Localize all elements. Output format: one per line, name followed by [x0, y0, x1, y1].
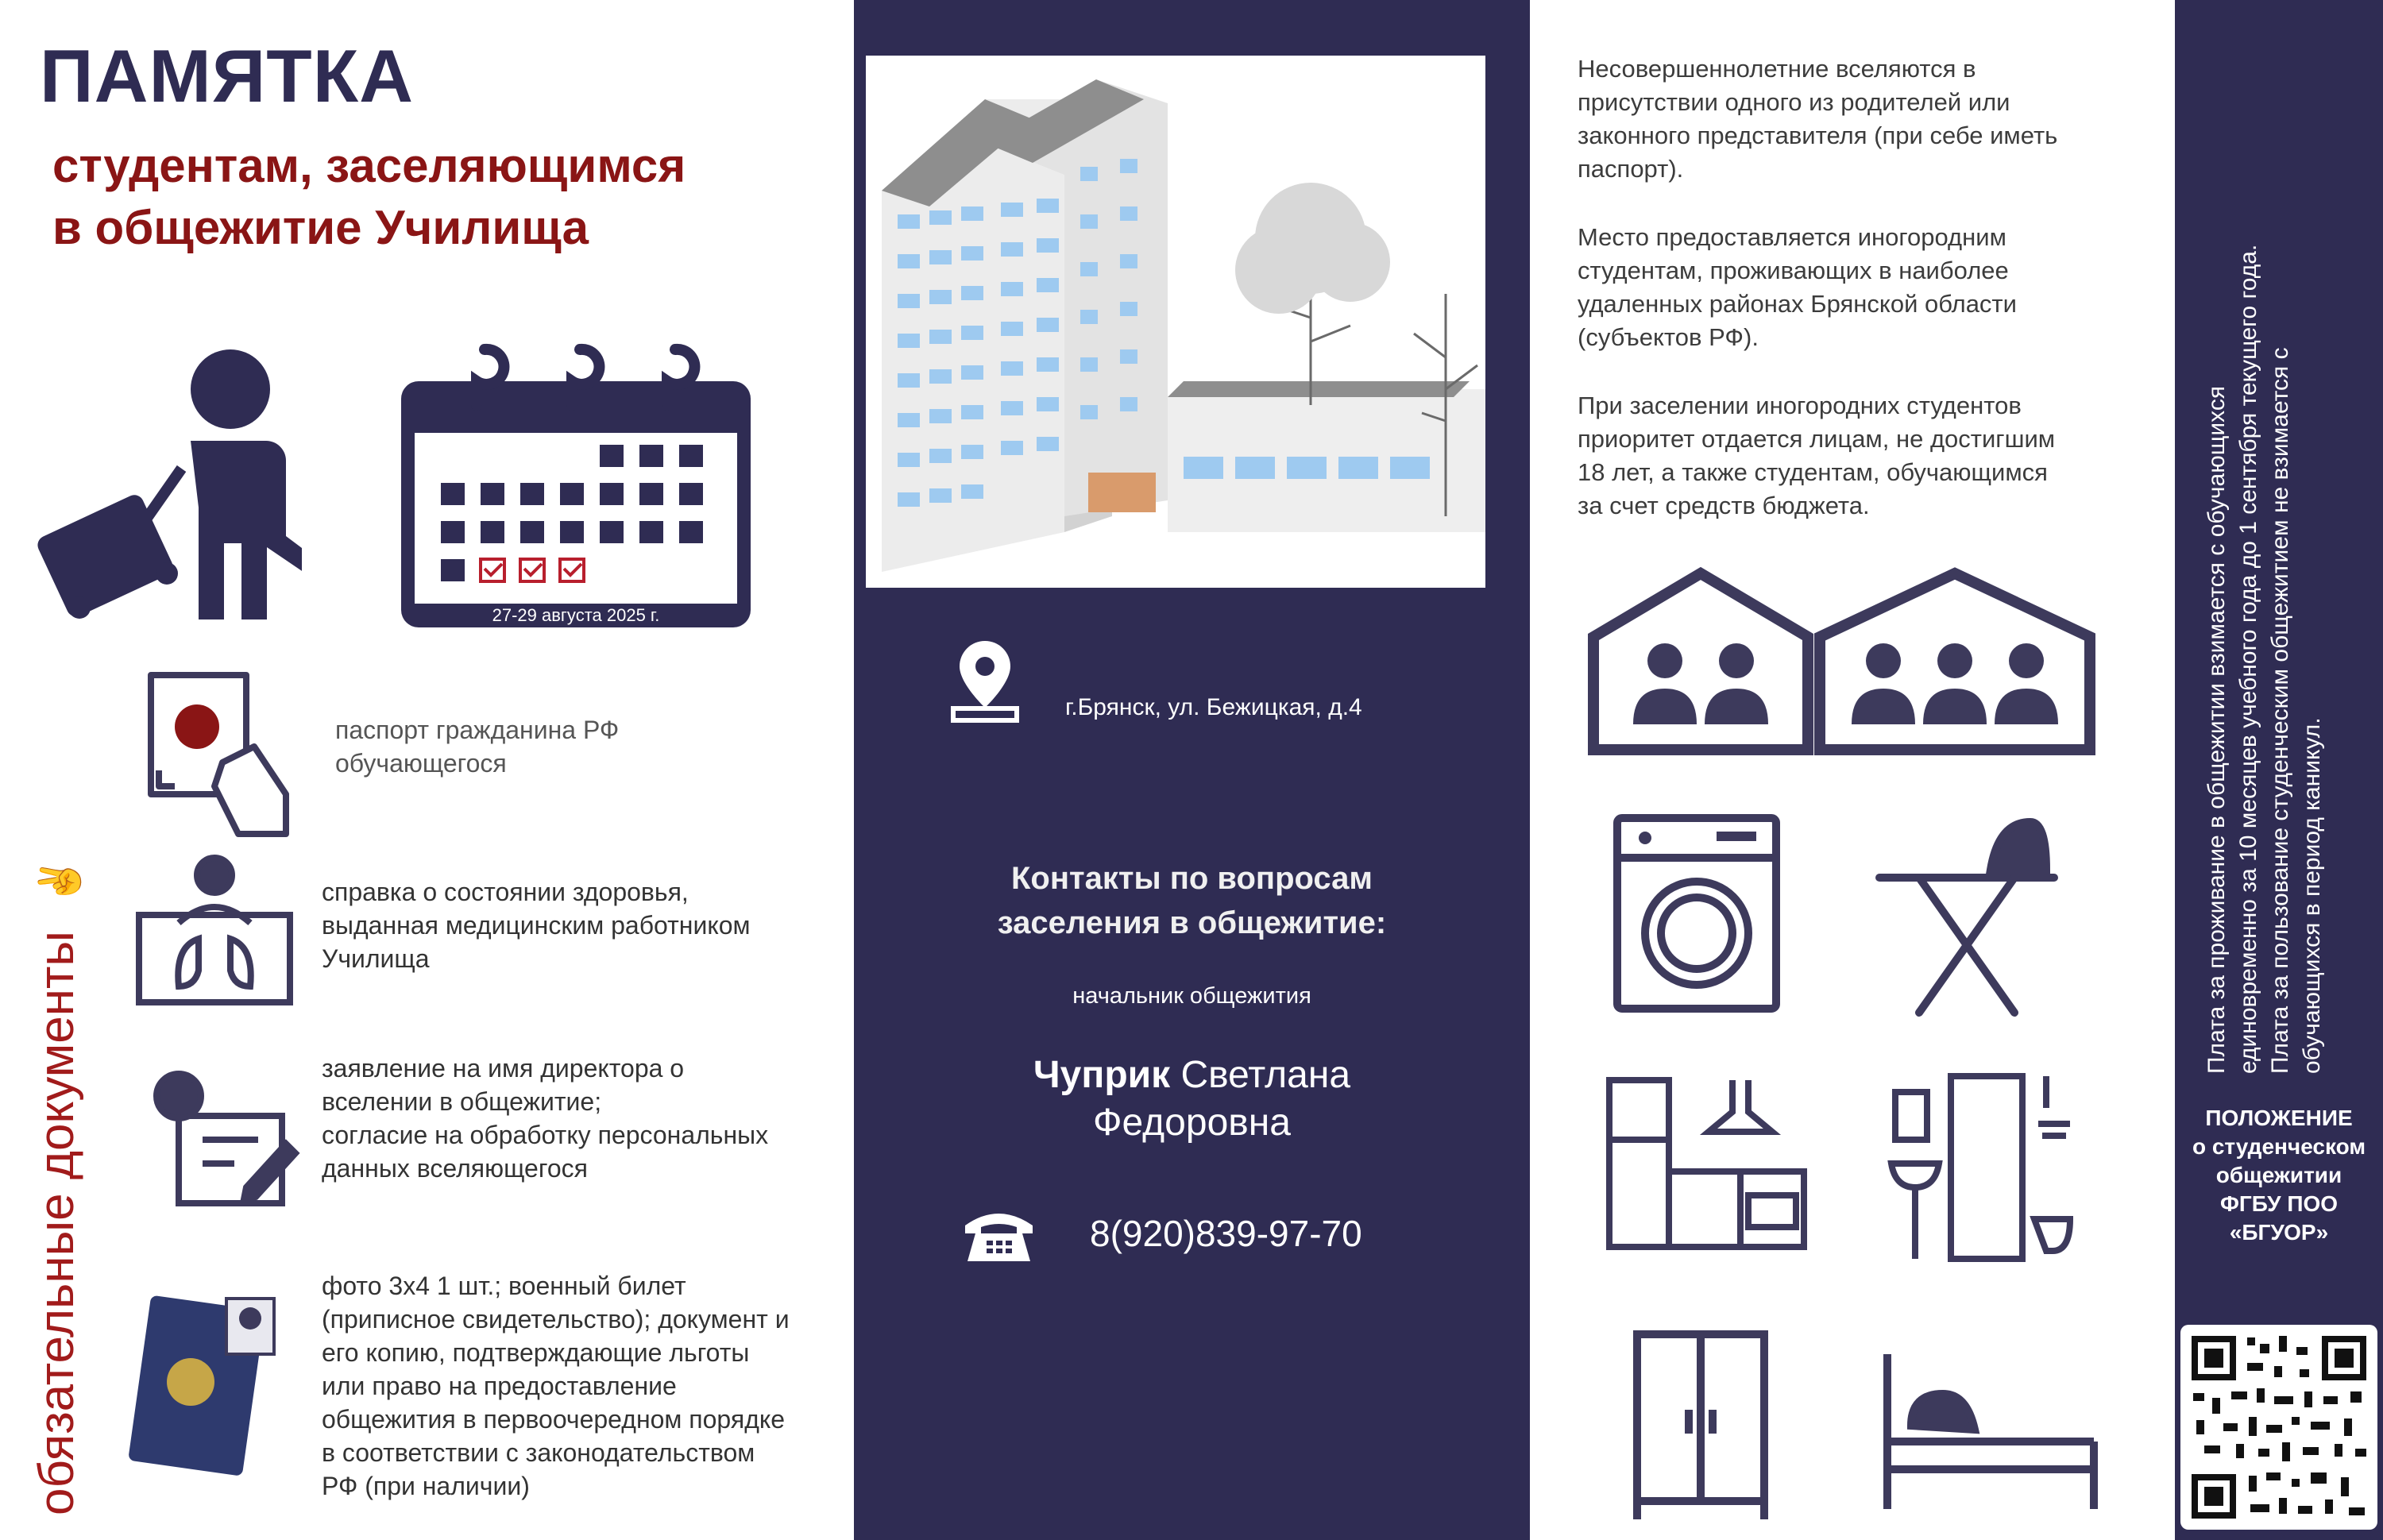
- regulation-line: «БГУОР»: [2229, 1220, 2329, 1245]
- doc-photo-text: [322, 1269, 790, 1503]
- regulation-line: общежитии: [2215, 1163, 2342, 1187]
- regulation-line: о студенческом: [2192, 1134, 2366, 1159]
- two-person-room-icon: [1585, 565, 1816, 756]
- contact-person-name: [854, 1052, 1530, 1147]
- location-pin-icon: [949, 637, 1021, 724]
- paragraph-line: 18 лет, а также студентам, обучающимся: [1578, 458, 2048, 486]
- required-docs-text: обязательные документы: [29, 931, 84, 1515]
- washing-machine-icon: [1613, 814, 1780, 1013]
- middle-panel: [854, 0, 1530, 1540]
- position-text: начальник общежития: [1072, 983, 1311, 1009]
- doc-text-line: согласие на обработку персональных: [322, 1121, 769, 1149]
- doc-text-line: справка о состоянии здоровья,: [322, 878, 689, 906]
- bed-icon: [1879, 1354, 2102, 1513]
- military-id-icon: [127, 1287, 286, 1485]
- payment-terms-line: Плата за проживание в общежитии взимается с обучающихся: [2203, 385, 2230, 1074]
- left-panel: [0, 0, 854, 1540]
- regulation-line: ПОЛОЖЕНИЕ: [2205, 1106, 2353, 1130]
- doc-text-line: его копию, подтверждающие льготы: [322, 1338, 750, 1367]
- paragraph-line: законного представителя (при себе иметь: [1578, 122, 2058, 149]
- doc-text-line: вселении в общежитие;: [322, 1087, 602, 1116]
- paragraph-line: студентам, проживающих в наиболее: [1578, 257, 2009, 284]
- wardrobe-icon: [1633, 1330, 1768, 1521]
- doc-passport-text: [335, 713, 619, 780]
- contacts-heading-line-2: заселения в общежитие:: [997, 905, 1387, 940]
- doc-text-line: Училища: [322, 944, 430, 973]
- application-form-icon: [143, 1060, 302, 1219]
- paragraph-line: Несовершеннолетние вселяются в: [1578, 55, 1976, 83]
- paragraph-line: паспорт).: [1578, 155, 1684, 183]
- qr-code-icon: [2180, 1325, 2377, 1530]
- paragraph-line: удаленных районах Брянской области: [1578, 290, 2017, 318]
- subtitle-line-1: студентам, заселяющимся: [52, 139, 686, 192]
- paragraph-line: При заселении иногородних студентов: [1578, 392, 2022, 419]
- doc-health-text: [322, 875, 750, 975]
- first-name: Светлана: [1170, 1054, 1351, 1096]
- eligibility-paragraph: [1578, 221, 2017, 354]
- doc-text-line: паспорт гражданина РФ: [335, 716, 620, 744]
- three-person-room-icon: [1812, 565, 2098, 756]
- regulation-line: ФГБУ ПОО: [2219, 1191, 2339, 1216]
- telephone-icon: [961, 1206, 1037, 1265]
- priority-paragraph: [1578, 389, 2055, 523]
- address-text: г.Брянск, ул. Бежицкая, д.4: [1065, 694, 1362, 720]
- dormitory-building-illustration: [866, 56, 1485, 588]
- doc-text-line: фото 3х4 1 шт.; военный билет: [322, 1272, 686, 1300]
- required-docs-label: [29, 857, 85, 1515]
- page-subtitle: [52, 135, 847, 259]
- payment-terms-line: Плата за пользование студенческим общежитием не взимается с: [2267, 347, 2293, 1074]
- passport-icon: [143, 667, 294, 842]
- payment-terms-text: [2201, 245, 2328, 1074]
- xray-icon: [131, 851, 298, 1010]
- paragraph-line: за счет средств бюджета.: [1578, 492, 1870, 519]
- right-panel: [1530, 0, 2175, 1540]
- page-title: ПАМЯТКА: [40, 34, 414, 118]
- kitchen-icon: [1605, 1076, 1812, 1251]
- contacts-heading-line-1: Контакты по вопросам: [1011, 861, 1373, 896]
- paragraph-line: Место предоставляется иногородним: [1578, 223, 2006, 251]
- subtitle-line-2: в общежитие Училища: [52, 201, 589, 254]
- minors-paragraph: [1578, 52, 2057, 186]
- calendar-icon: [397, 334, 755, 635]
- payment-terms-line: единовременно за 10 месяцев учебного года до 1 сентября текущего года.: [2235, 244, 2261, 1074]
- paragraph-line: присутствии одного из родителей или: [1578, 88, 2010, 116]
- doc-text-line: заявление на имя директора о: [322, 1054, 685, 1083]
- doc-text-line: данных вселяющегося: [322, 1154, 588, 1183]
- phone-number: 8(920)839-97-70: [1090, 1213, 1362, 1254]
- qr-code[interactable]: [2180, 1325, 2377, 1530]
- doc-text-line: в соответствии с законодательством: [322, 1438, 755, 1467]
- regulation-title: [2175, 1104, 2383, 1247]
- bathroom-icon: [1887, 1060, 2078, 1267]
- calendar-dates: 27-29 августа 2025 г.: [492, 605, 660, 625]
- payment-terms-line: обучающихся в период каникул.: [2299, 717, 2325, 1074]
- doc-application-text: [322, 1052, 768, 1185]
- paragraph-line: приоритет отдается лицам, не достигшим: [1578, 425, 2056, 453]
- doc-text-line: РФ (при наличии): [322, 1472, 530, 1500]
- doc-text-line: обучающегося: [335, 749, 507, 778]
- doc-text-line: общежития в первоочередном порядке: [322, 1405, 786, 1434]
- ironing-board-icon: [1871, 814, 2062, 1021]
- paragraph-line: (субъектов РФ).: [1578, 323, 1759, 351]
- victory-hand-icon: ✌: [37, 856, 82, 906]
- traveler-icon: [32, 342, 302, 619]
- surname: Чуприк: [1033, 1054, 1171, 1096]
- patronymic: Федоровна: [1093, 1102, 1291, 1144]
- doc-text-line: или право на предоставление: [322, 1372, 677, 1400]
- doc-text-line: выданная медицинским работником: [322, 911, 751, 940]
- doc-text-line: (приписное свидетельство); документ и: [322, 1305, 790, 1334]
- contacts-heading: [854, 856, 1530, 945]
